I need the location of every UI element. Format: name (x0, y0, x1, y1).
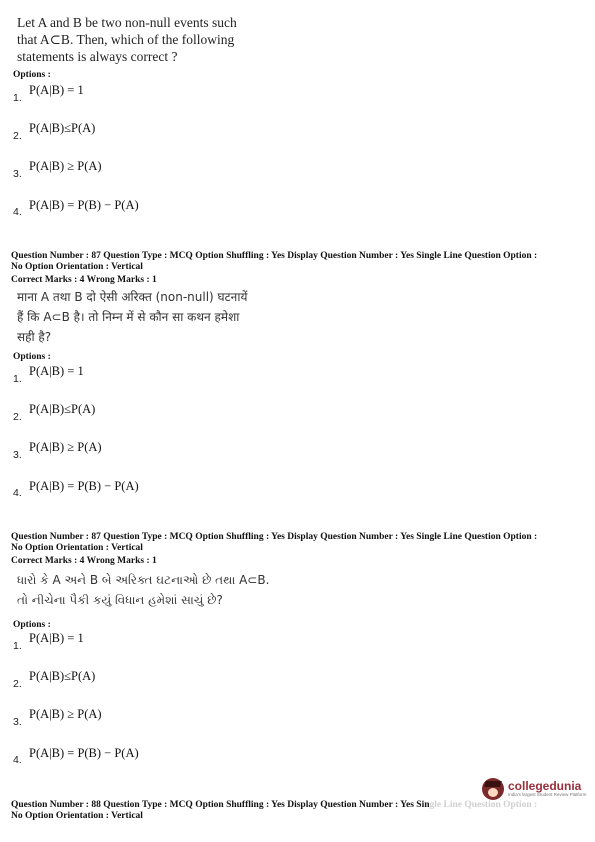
question-text-gujarati (17, 570, 269, 610)
option-text: P(A|B) ≥ P(A) (29, 159, 102, 173)
option-text: P(A|B)≤P(A) (29, 669, 96, 683)
collegedunia-logo (482, 778, 586, 800)
question-meta (11, 532, 537, 554)
graduate-avatar-icon (482, 778, 504, 800)
option-number: 2. (13, 130, 22, 142)
marks-info: Correct Marks : 4 Wrong Marks : 1 (11, 275, 157, 285)
logo-tagline: India's largest Student Review Platform (508, 792, 587, 797)
option-text: P(A|B) = 1 (29, 364, 84, 378)
question-line: Let A and B be two non-null events such (17, 15, 237, 30)
options-label: Options : (13, 70, 51, 80)
question-meta-footer (11, 800, 537, 822)
option-number: 4. (13, 206, 22, 218)
option-text: P(A|B) = P(B) − P(A) (29, 479, 139, 493)
meta-line: Question Number : 87 Question Type : MCQ Option Shuffling : Yes Display Question Number : Yes Single Line Question Option : (11, 532, 538, 542)
option-text: P(A|B) = P(B) − P(A) (29, 198, 139, 212)
question-line: सही है? (17, 330, 52, 344)
marks-info: Correct Marks : 4 Wrong Marks : 1 (11, 556, 157, 566)
option-text: P(A|B)≤P(A) (29, 402, 96, 416)
meta-line: No Option Orientation : Vertical (11, 811, 143, 821)
option-number: 2. (13, 678, 22, 690)
option-text: P(A|B) ≥ P(A) (29, 707, 102, 721)
question-text-hindi (17, 287, 247, 347)
question-line: माना A तथा B दो ऐसी अरिक्त (non-null) घटनायें (17, 290, 248, 304)
question-line: તો નીચેના પૈકી કયું વિધાન હમેશાં સાચું છે? (17, 593, 223, 607)
logo-name: collegedunia (508, 779, 582, 793)
option-number: 1. (13, 640, 22, 652)
option-text: P(A|B) = 1 (29, 83, 84, 97)
option-number: 2. (13, 411, 22, 423)
question-line: ધારો કે A અને B બે અરિક્ત ઘટનાઓ છે તથા A⊂B. (17, 573, 270, 587)
logo-text (508, 780, 586, 798)
meta-line: Question Number : 87 Question Type : MCQ Option Shuffling : Yes Display Question Number : Yes Single Line Question Option : (11, 251, 538, 261)
option-text: P(A|B)≤P(A) (29, 121, 96, 135)
option-number: 1. (13, 92, 22, 104)
meta-line: No Option Orientation : Vertical (11, 262, 143, 272)
question-line: statements is always correct ? (17, 49, 178, 64)
option-number: 3. (13, 168, 22, 180)
meta-line: No Option Orientation : Vertical (11, 543, 143, 553)
meta-line (11, 800, 537, 811)
option-number: 4. (13, 754, 22, 766)
option-number: 1. (13, 373, 22, 385)
option-number: 4. (13, 487, 22, 499)
question-line: हैं कि A⊂B है। तो निम्न में से कौन सा कथन हमेशा (17, 310, 240, 324)
meta-line-visible: Question Number : 88 Question Type : MCQ Option Shuffling : Yes Display Question Number : Yes Sin (11, 800, 430, 810)
option-number: 3. (13, 716, 22, 728)
options-label: Options : (13, 620, 51, 630)
option-text: P(A|B) ≥ P(A) (29, 440, 102, 454)
option-text: P(A|B) = P(B) − P(A) (29, 746, 139, 760)
question-line: that A⊂B. Then, which of the following (17, 32, 235, 47)
options-label: Options : (13, 352, 51, 362)
meta-line-faded: gle Line Question Option : (429, 800, 538, 810)
option-text: P(A|B) = 1 (29, 631, 84, 645)
option-number: 3. (13, 449, 22, 461)
question-text-english (17, 14, 237, 65)
question-meta (11, 251, 537, 273)
